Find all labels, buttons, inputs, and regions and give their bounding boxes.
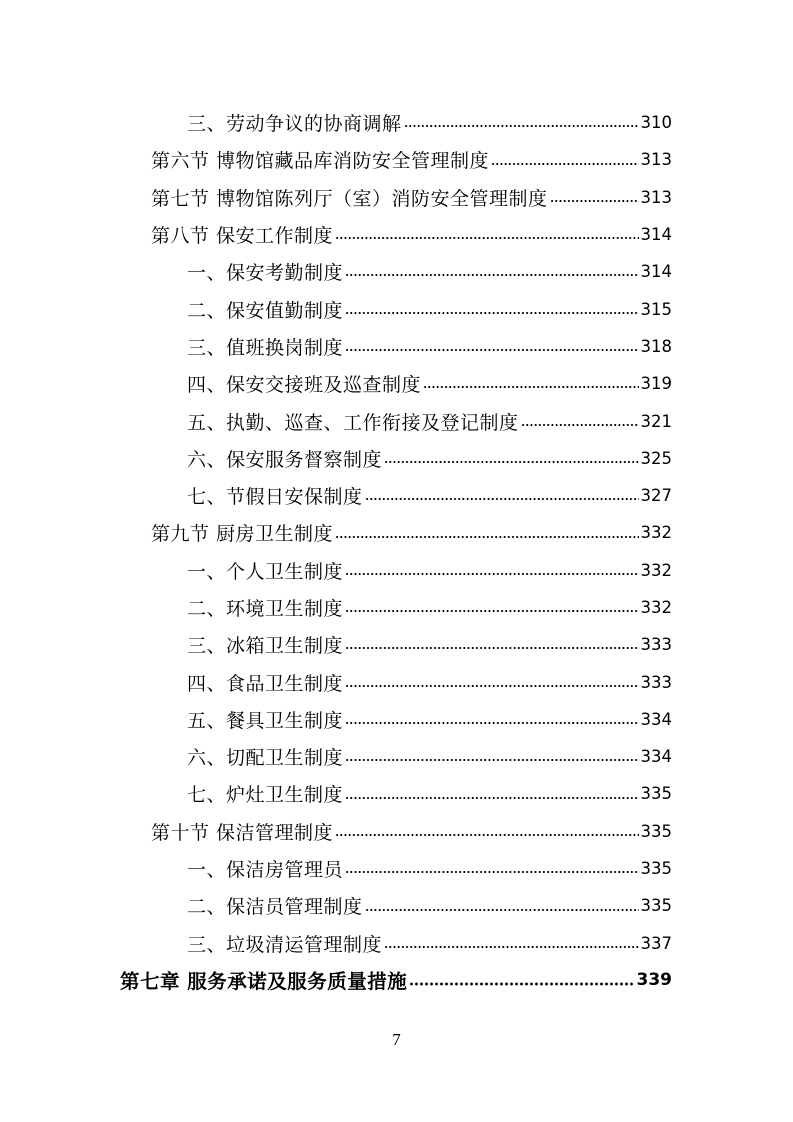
toc-chapter-title: 第七章 服务承诺及服务质量措施 <box>120 970 408 994</box>
toc-entry-page: 310 <box>640 113 672 133</box>
toc-entry[interactable] <box>0 141 672 178</box>
toc-entry[interactable] <box>0 365 672 402</box>
dot-leader <box>335 830 638 838</box>
dot-leader <box>335 532 638 540</box>
toc-entry-title: 四、保安交接班及巡查制度 <box>187 374 422 397</box>
toc-entry-title: 第八节 保安工作制度 <box>151 225 334 248</box>
dot-leader <box>345 569 638 577</box>
dot-leader <box>345 643 638 651</box>
dot-leader <box>365 494 639 502</box>
toc-entry-page: 313 <box>640 150 672 170</box>
toc-entry[interactable] <box>0 775 672 812</box>
toc-entry[interactable] <box>0 887 672 924</box>
toc-entry[interactable] <box>0 552 672 589</box>
toc-entry[interactable] <box>0 179 672 216</box>
toc-entry[interactable] <box>0 813 672 850</box>
toc-entry-page: 315 <box>640 299 672 319</box>
dot-leader <box>345 606 638 614</box>
toc-entry-title: 七、节假日安保制度 <box>187 486 363 509</box>
toc-entry-page: 332 <box>640 560 672 580</box>
toc-entry-page: 335 <box>640 896 672 916</box>
toc-entry-title: 三、值班换岗制度 <box>187 336 344 359</box>
toc-entry[interactable] <box>0 626 672 663</box>
toc-entry[interactable] <box>0 850 672 887</box>
dot-leader <box>423 382 638 390</box>
dot-leader <box>335 233 638 241</box>
toc-entry[interactable] <box>0 663 672 700</box>
toc-entry[interactable] <box>0 701 672 738</box>
toc-entry-page: 319 <box>640 374 672 394</box>
toc-entry[interactable] <box>0 440 672 477</box>
toc-entry-page: 335 <box>640 784 672 804</box>
toc-entry-page: 332 <box>640 598 672 617</box>
toc-entry-page: 325 <box>640 448 672 468</box>
toc-entry-title: 三、劳动争议的协商调解 <box>187 113 402 136</box>
dot-leader <box>384 942 638 950</box>
toc-entry[interactable] <box>0 104 672 141</box>
toc-chapter-entry[interactable] <box>0 962 672 999</box>
dot-leader <box>345 270 638 278</box>
toc-entry-title: 五、执勤、巡查、工作衔接及登记制度 <box>187 411 519 434</box>
toc-entry[interactable] <box>0 290 672 327</box>
dot-leader <box>384 457 638 465</box>
toc-entry[interactable] <box>0 402 672 439</box>
toc-entry[interactable] <box>0 328 672 365</box>
dot-leader <box>345 793 638 801</box>
toc-chapter-page: 339 <box>636 970 672 991</box>
toc-entry-page: 334 <box>640 747 672 767</box>
toc-entry-page: 337 <box>640 933 672 953</box>
toc-entry[interactable] <box>0 216 672 253</box>
dot-leader <box>365 905 639 913</box>
toc-entry[interactable] <box>0 514 672 551</box>
toc-entry-title: 一、个人卫生制度 <box>187 560 344 583</box>
toc-entry-title: 二、保洁员管理制度 <box>187 896 363 919</box>
toc-entry-title: 七、炉灶卫生制度 <box>187 784 344 807</box>
toc-entry-title: 第九节 厨房卫生制度 <box>151 523 334 546</box>
toc-entry-page: 334 <box>640 709 672 729</box>
toc-entry[interactable] <box>0 477 672 514</box>
toc-entry-title: 第六节 博物馆藏品库消防安全管理制度 <box>151 150 490 173</box>
dot-leader <box>521 420 639 428</box>
page-number: 7 <box>392 1030 401 1049</box>
dot-leader <box>345 718 638 726</box>
toc-entry[interactable] <box>0 925 672 962</box>
dot-leader <box>345 755 638 763</box>
dot-leader <box>491 159 638 167</box>
toc-entry-title: 一、保洁房管理员 <box>187 859 344 882</box>
dot-leader <box>345 345 638 353</box>
toc-entry[interactable] <box>0 738 672 775</box>
toc-entry-page: 327 <box>640 486 672 506</box>
dot-leader <box>404 121 639 129</box>
toc-entry[interactable] <box>0 589 672 626</box>
toc-entry-page: 313 <box>640 187 672 207</box>
toc-entry-page: 321 <box>640 411 672 431</box>
dot-leader <box>345 681 638 689</box>
toc-entry-title: 四、食品卫生制度 <box>187 672 344 695</box>
table-of-contents <box>0 104 793 999</box>
toc-entry-title: 六、切配卫生制度 <box>187 747 344 770</box>
toc-entry-page: 332 <box>640 523 672 543</box>
toc-entry-page: 314 <box>640 225 672 245</box>
toc-entry-title: 二、保安值勤制度 <box>187 299 344 322</box>
toc-entry-page: 335 <box>640 859 672 879</box>
toc-entry-title: 第七节 博物馆陈列厅（室）消防安全管理制度 <box>151 187 548 210</box>
toc-entry-page: 333 <box>640 672 672 692</box>
toc-entry-page: 318 <box>640 336 672 356</box>
toc-entry-title: 一、保安考勤制度 <box>187 262 344 285</box>
toc-entry-page: 333 <box>640 635 672 655</box>
toc-entry-title: 五、餐具卫生制度 <box>187 709 344 732</box>
toc-entry-page: 335 <box>640 821 672 841</box>
toc-entry-title: 三、冰箱卫生制度 <box>187 635 344 658</box>
toc-entry-page: 314 <box>640 262 672 282</box>
dot-leader <box>550 196 639 204</box>
dot-leader <box>345 867 638 875</box>
toc-entry[interactable] <box>0 253 672 290</box>
dot-leader <box>409 979 634 987</box>
toc-entry-title: 第十节 保洁管理制度 <box>151 821 334 844</box>
dot-leader <box>345 308 638 316</box>
toc-entry-title: 二、环境卫生制度 <box>187 598 344 620</box>
toc-entry-title: 六、保安服务督察制度 <box>187 448 383 471</box>
toc-entry-title: 三、垃圾清运管理制度 <box>187 933 383 956</box>
